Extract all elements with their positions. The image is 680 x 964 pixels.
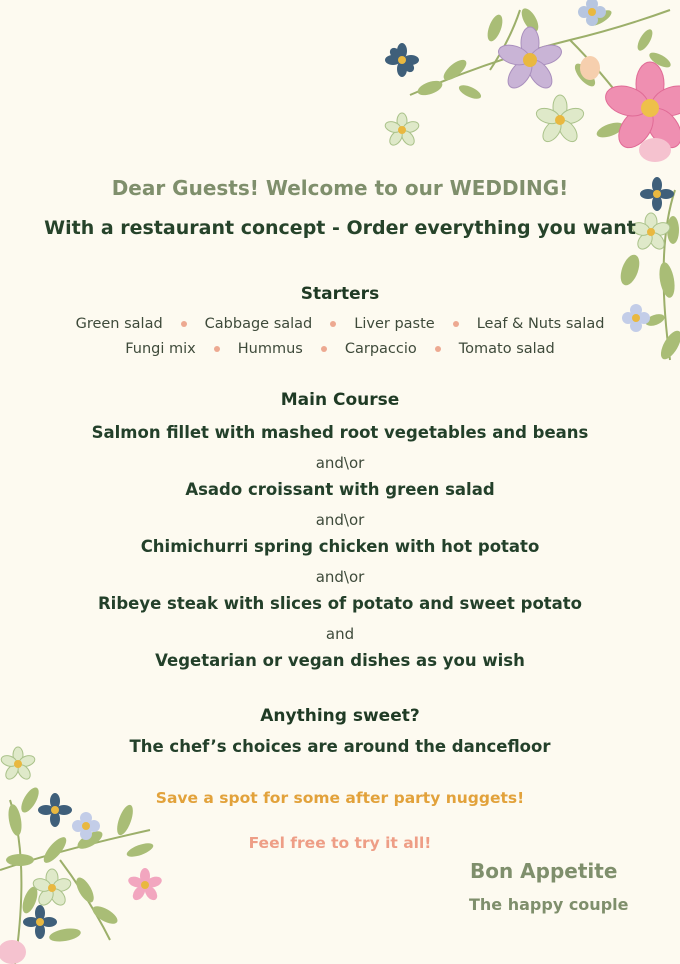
main-dish-item: Chimichurri spring chicken with hot potato bbox=[140, 537, 540, 556]
try-it-note: Feel free to try it all! bbox=[248, 834, 432, 852]
starter-item: Fungi mix bbox=[125, 341, 196, 357]
bullet-dot-icon bbox=[181, 321, 187, 327]
bullet-dot-icon bbox=[453, 321, 459, 327]
starters-row-1 bbox=[0, 316, 680, 332]
starter-item: Tomato salad bbox=[458, 341, 555, 357]
starter-item: Carpaccio bbox=[344, 341, 417, 357]
afterparty-note: Save a spot for some after party nuggets! bbox=[155, 789, 525, 807]
main-course-heading: Main Course bbox=[280, 390, 400, 410]
dish-connector: and\or bbox=[315, 568, 365, 586]
dish-connector: and bbox=[325, 625, 355, 643]
dish-connector: and\or bbox=[315, 454, 365, 472]
bullet-dot-icon bbox=[214, 346, 220, 352]
dish-connector: and\or bbox=[315, 511, 365, 529]
starter-item: Green salad bbox=[75, 316, 163, 332]
flower-cluster-top-right bbox=[370, 0, 680, 175]
dessert-text: The chef’s choices are around the dancefloor bbox=[129, 737, 551, 756]
welcome-heading: Dear Guests! Welcome to our WEDDING! bbox=[111, 176, 569, 200]
starters-row-2 bbox=[0, 341, 680, 357]
starter-item: Leaf & Nuts salad bbox=[476, 316, 605, 332]
starter-item: Hummus bbox=[237, 341, 303, 357]
dessert-heading: Anything sweet? bbox=[260, 706, 420, 726]
starters-heading: Starters bbox=[300, 284, 380, 304]
starter-item: Cabbage salad bbox=[204, 316, 313, 332]
main-dish-item: Salmon fillet with mashed root vegetables and beans bbox=[91, 423, 589, 442]
bullet-dot-icon bbox=[321, 346, 327, 352]
main-dish-item: Ribeye steak with slices of potato and sweet potato bbox=[97, 594, 583, 613]
signature-bon-appetite: Bon Appetite bbox=[470, 859, 618, 883]
concept-subheading: With a restaurant concept - Order everything you want bbox=[44, 217, 636, 239]
main-dish-item: Vegetarian or vegan dishes as you wish bbox=[155, 651, 525, 670]
main-dish-item: Asado croissant with green salad bbox=[185, 480, 495, 499]
starter-item: Liver paste bbox=[354, 316, 435, 332]
flower-cluster-bottom-left bbox=[0, 740, 175, 964]
bullet-dot-icon bbox=[435, 346, 441, 352]
flower-cluster-right-edge bbox=[605, 170, 680, 370]
bullet-dot-icon bbox=[330, 321, 336, 327]
signature-couple: The happy couple bbox=[469, 895, 629, 914]
